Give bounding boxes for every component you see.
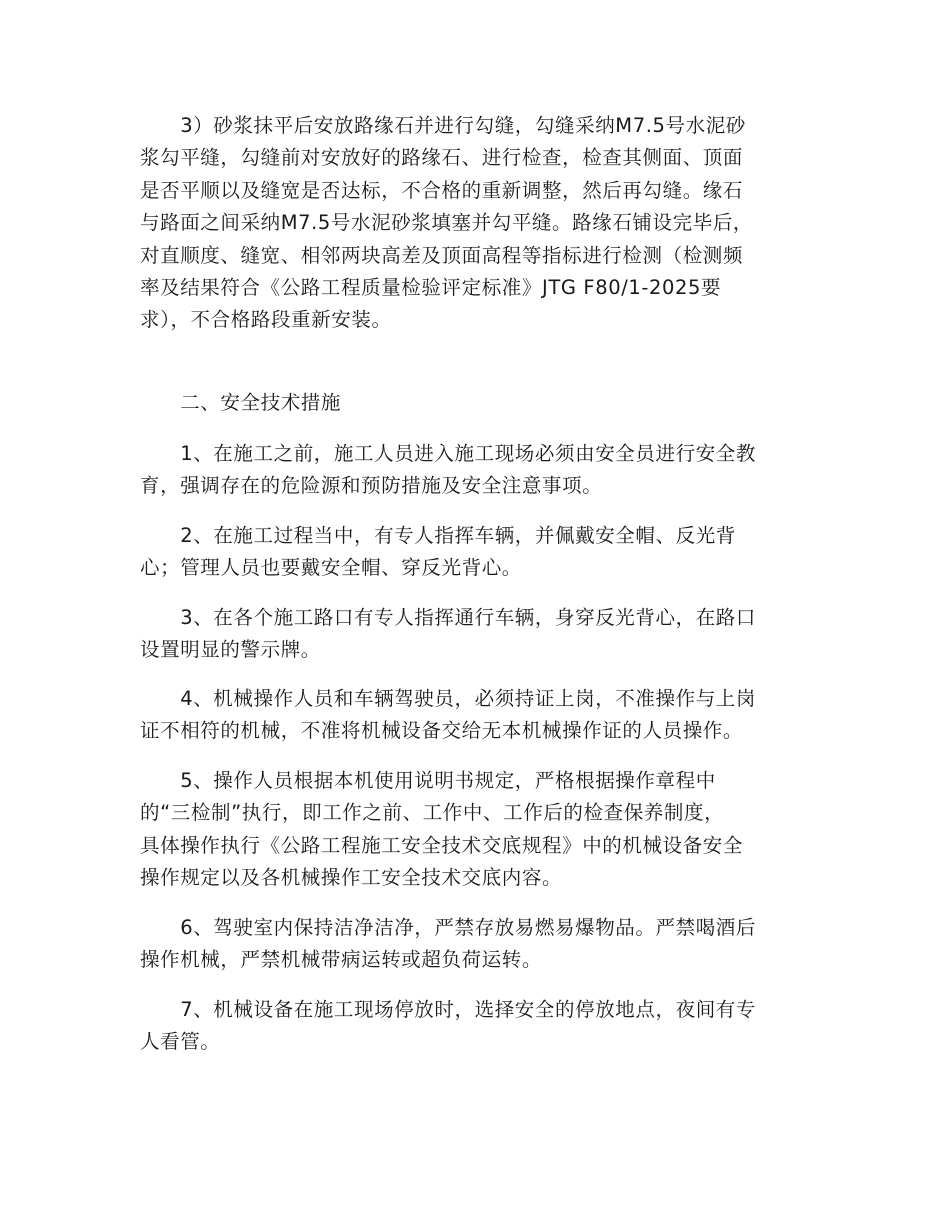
text-line: 5、操作人员根据本机使用说明书规定，严格根据操作章程中 (140, 769, 716, 792)
text-line: 是否平顺以及缝宽是否达标，不合格的重新调整，然后再勾缝。缘石 (140, 178, 744, 202)
text-line: 操作机械，严禁机械带病运转或超负荷运转。 (140, 948, 543, 972)
text-line: 证不相符的机械，不准将机械设备交给无本机械操作证的人员操作。 (140, 719, 744, 743)
text-line: 操作规定以及各机械操作工安全技术交底内容。 (140, 866, 563, 890)
section-heading (140, 387, 341, 419)
text-line: 7、机械设备在施工现场停放时，选择安全的停放地点，夜间有专 (140, 998, 757, 1021)
text-line: 人看管。 (140, 1030, 221, 1054)
paragraph-item-5 (140, 765, 743, 895)
paragraph-item-6 (140, 912, 756, 977)
paragraph-item-4 (140, 683, 756, 748)
text-line: 心；管理人员也要戴安全帽、穿反光背心。 (140, 556, 522, 580)
text-line: 6、驾驶室内保持洁净洁净，严禁存放易燃易爆物品。严禁喝酒后 (140, 916, 757, 939)
text-line: 的“三检制”执行，即工作之前、工作中、工作后的检查保养制度， (140, 801, 725, 825)
text-line: 设置明显的警示牌。 (140, 638, 321, 662)
text-line: 育，强调存在的危险源和预防措施及安全注意事项。 (140, 474, 603, 498)
text-line: 3、在各个施工路口有专人指挥通行车辆，身穿反光背心，在路口 (140, 606, 757, 629)
text-line: 具体操作执行《公路工程施工安全技术交底规程》中的机械设备安全 (140, 833, 744, 857)
paragraph-curb-mortar (140, 110, 753, 337)
text-line: 4、机械操作人员和车辆驾驶员，必须持证上岗，不准操作与上岗 (140, 687, 757, 710)
text-line: 率及结果符合《公路工程质量检验评定标准》JTG F80/1-2025要 (140, 275, 722, 299)
text-line: 浆勾平缝，勾缝前对安放好的路缘石、进行检查，检查其侧面、顶面 (140, 146, 744, 170)
heading-line: 二、安全技术措施 (140, 391, 342, 414)
text-line: 与路面之间采纳M7.5号水泥砂浆填塞并勾平缝。路缘石铺设完毕后， (140, 211, 754, 235)
paragraph-item-2 (140, 520, 736, 585)
paragraph-item-7 (140, 994, 756, 1059)
paragraph-item-1 (140, 438, 756, 503)
text-line: 求），不合格路段重新安装。 (140, 308, 392, 332)
paragraph-item-3 (140, 602, 756, 667)
text-line: 1、在施工之前，施工人员进入施工现场必须由安全员进行安全教 (140, 442, 757, 465)
text-line: 2、在施工过程当中，有专人指挥车辆，并佩戴安全帽、反光背 (140, 524, 736, 547)
text-line: 3）砂浆抹平后安放路缘石并进行勾缝，勾缝采纳M7.5号水泥砂 (140, 114, 746, 137)
text-line: 对直顺度、缝宽、相邻两块高差及顶面高程等指标进行检测（检测频 (140, 243, 744, 267)
